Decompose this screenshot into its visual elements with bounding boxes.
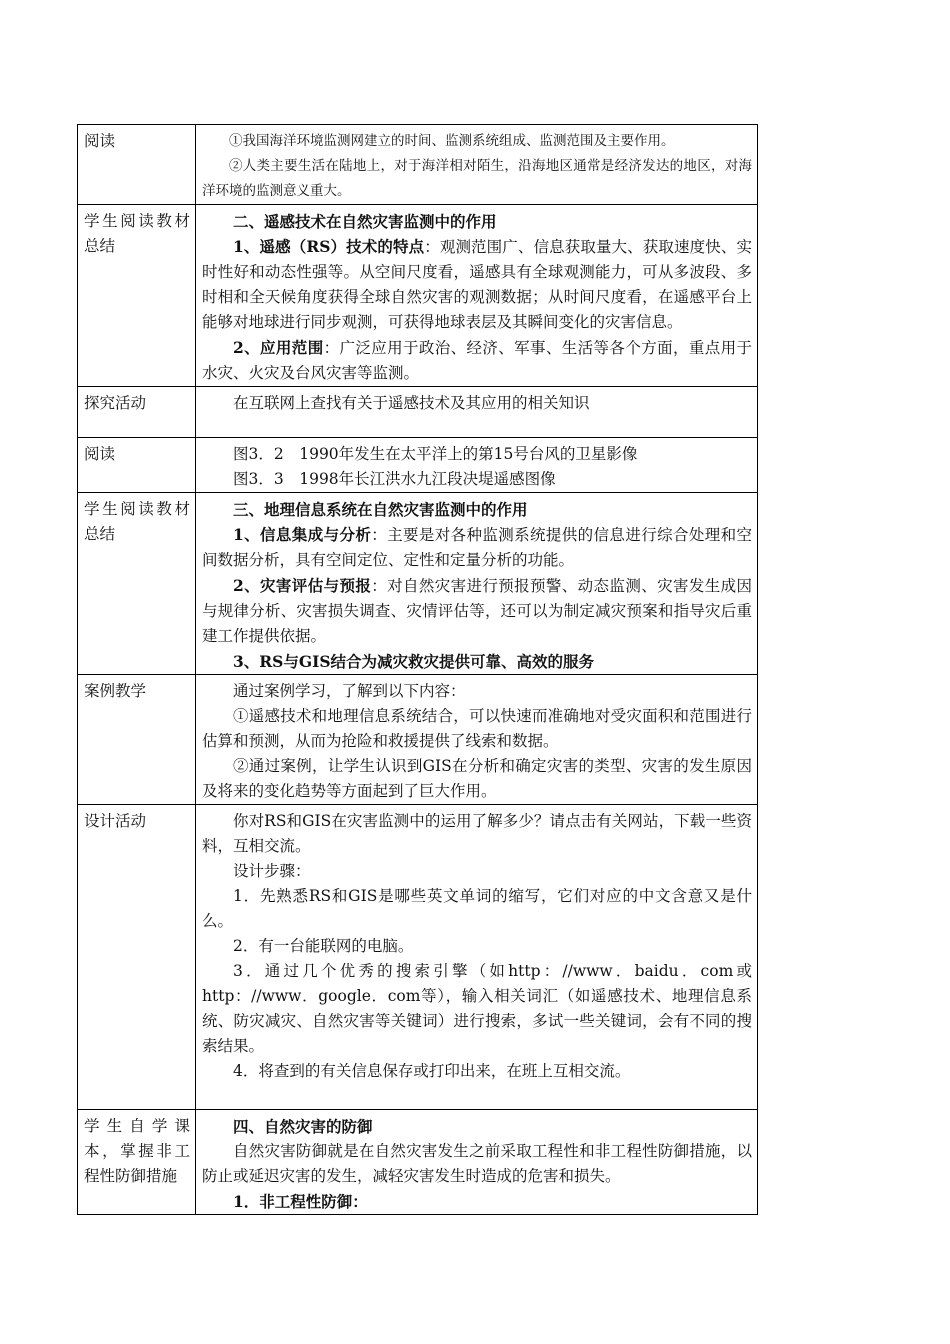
- row-content: [196, 387, 758, 438]
- row-label: 案例教学: [78, 675, 196, 805]
- row-content: [196, 125, 758, 205]
- paragraph-lead: 1、信息集成与分析: [233, 525, 372, 544]
- section-heading: 四、自然灾害的防御: [233, 1117, 373, 1136]
- paragraph: ①我国海洋环境监测网建立的时间、监测系统组成、监测范围及主要作用。: [229, 133, 675, 149]
- table-row: [78, 493, 758, 675]
- table-row: [78, 438, 758, 493]
- paragraph: ②人类主要生活在陆地上，对于海洋相对陌生，沿海地区通常是经济发达的地区，对海洋环境的监测意义重大。: [202, 158, 752, 199]
- paragraph: 4．将查到的有关信息保存或打印出来，在班上互相交流。: [233, 1062, 631, 1080]
- paragraph-text: ：对自然灾害进行预报预警、动态监测、灾害发生成因与规律分析、灾害损失调查、灾情评估等，还可以为制定减灾预案和指导灾后重建工作提供依据。: [202, 577, 752, 645]
- row-label: 探究活动: [78, 387, 196, 438]
- row-label: 学生阅读教材总结: [78, 493, 196, 675]
- paragraph: ②通过案例，让学生认识到GIS在分析和确定灾害的类型、灾害的发生原因及将来的变化趋势等方面起到了巨大作用。: [202, 757, 752, 800]
- paragraph: [202, 335, 752, 386]
- paragraph: [202, 234, 752, 335]
- lesson-plan-table: [77, 124, 758, 1215]
- figure-caption: 图3．2 1990年发生在太平洋上的第15号台风的卫星影像: [233, 445, 638, 463]
- row-label: 学生自学课本，掌握非工程性防御措施: [78, 1110, 196, 1215]
- paragraph: 2．有一台能联网的电脑。: [233, 937, 414, 955]
- table-row: [78, 125, 758, 205]
- table-row: [78, 675, 758, 805]
- paragraph-lead: 1、遥感（RS）技术的特点: [233, 237, 425, 256]
- row-label: 学生阅读教材总结: [78, 205, 196, 387]
- paragraph: 自然灾害防御就是在自然灾害发生之前采取工程性和非工程性防御措施，以防止或延迟灾害的发生，减轻灾害发生时造成的危害和损失。: [202, 1142, 752, 1185]
- paragraph: 3、RS与GIS结合为减灾救灾提供可靠、高效的服务: [233, 652, 595, 671]
- paragraph-text: ：观测范围广、信息获取量大、获取速度快、实时性好和动态性强等。从空间尺度看，遥感具有全球观测能力，可从多波段、多时相和全天候角度获得全球自然灾害的观测数据；从时间尺度看，在遥感平台上能够对地球进行同步观测，可获得地球表层及其瞬间变化的灾害信息。: [202, 238, 752, 331]
- row-label: 阅读: [78, 125, 196, 205]
- paragraph: 通过案例学习，了解到以下内容：: [233, 682, 466, 700]
- row-label: 设计活动: [78, 805, 196, 1110]
- table-row: [78, 205, 758, 387]
- paragraph: 设计步骤：: [233, 862, 311, 880]
- paragraph: 你对RS和GIS在灾害监测中的运用了解多少？请点击有关网站，下载一些资料，互相交流。: [202, 812, 752, 855]
- figure-caption: 图3．3 1998年长江洪水九江段决堤遥感图像: [233, 470, 556, 488]
- paragraph: ①遥感技术和地理信息系统结合，可以快速而准确地对受灾面积和范围进行估算和预测，从而为抢险和救援提供了线索和数据。: [202, 707, 752, 750]
- row-label: 阅读: [78, 438, 196, 493]
- section-heading: 二、遥感技术在自然灾害监测中的作用: [233, 212, 497, 231]
- paragraph: [202, 573, 752, 649]
- row-content: [196, 805, 758, 1110]
- paragraph-text: ：主要是对各种监测系统提供的信息进行综合处理和空间数据分析，具有空间定位、定性和定量分析的功能。: [202, 526, 752, 569]
- section-heading: 三、地理信息系统在自然灾害监测中的作用: [233, 500, 528, 519]
- table-row: [78, 387, 758, 438]
- paragraph: 1．非工程性防御：: [233, 1192, 368, 1211]
- paragraph: [202, 522, 752, 573]
- table-row: [78, 1110, 758, 1215]
- row-content: [196, 493, 758, 675]
- row-content: [196, 675, 758, 805]
- row-content: [196, 205, 758, 387]
- paragraph: 1．先熟悉RS和GIS是哪些英文单词的缩写，它们对应的中文含意又是什么。: [202, 887, 752, 930]
- paragraph-text: ：广泛应用于政治、经济、军事、生活等各个方面，重点用于水灾、火灾及台风灾害等监测。: [202, 339, 752, 382]
- row-content: [196, 438, 758, 493]
- paragraph-lead: 2、灾害评估与预报: [233, 576, 372, 595]
- blank-line: [202, 1084, 752, 1109]
- paragraph: 3．通过几个优秀的搜索引擎（如http：//www．baidu．com或http：//www．google．com等），输入相关词汇（如遥感技术、地理信息系统、防灾减灾、自然灾害等关键词）进行搜索，多试一些关键词，会有不同的搜索结果。: [202, 962, 752, 1055]
- paragraph: 在互联网上查找有关于遥感技术及其应用的相关知识: [233, 394, 590, 412]
- paragraph-lead: 2、应用范围: [233, 338, 324, 357]
- row-content: [196, 1110, 758, 1215]
- table-row: [78, 805, 758, 1110]
